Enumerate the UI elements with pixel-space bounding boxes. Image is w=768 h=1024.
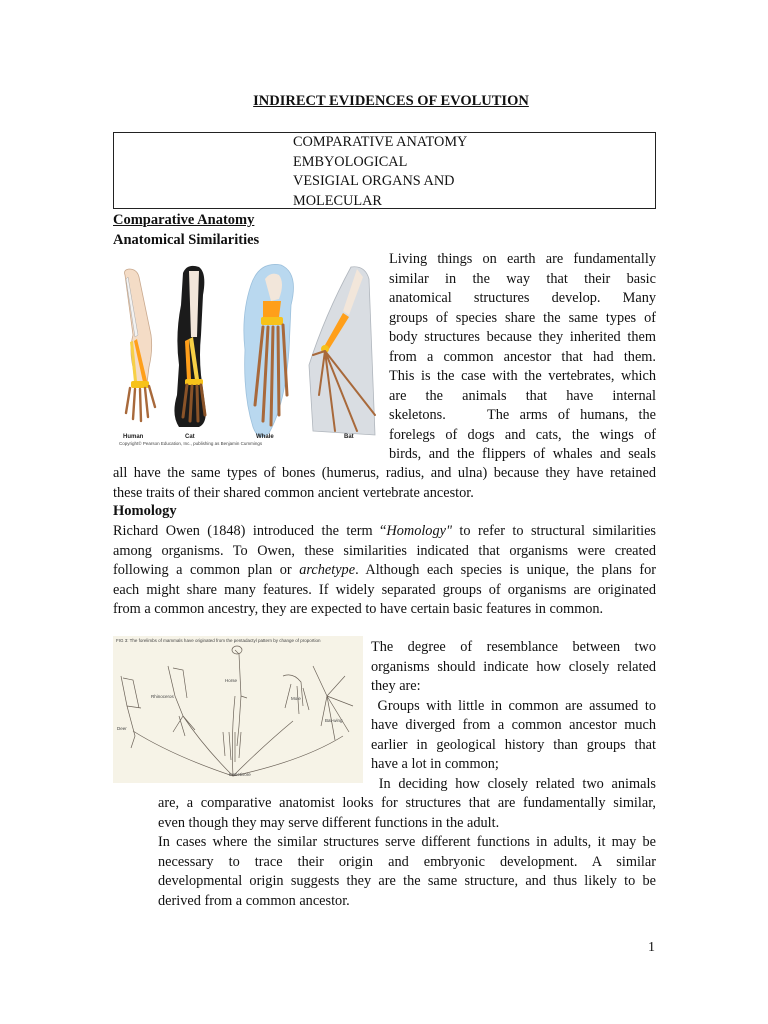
text-line: all have the same types of bones (humerus, radius, and ulna) because they have retained (113, 465, 656, 481)
figure-forelimb-homology (113, 255, 381, 448)
text-line: In cases where the similar structures serve different functions in adults, it may be (158, 834, 656, 850)
text-line: Richard Owen (1848) introduced the term “Homology" to refer to structural similarities (113, 523, 656, 539)
text-line: necessary to trace their origin and embryonic development. A similar (158, 853, 656, 870)
label-insectivore: Insectivore (229, 772, 251, 777)
text-line: among organisms. To Owen, these similarities indicated that organisms were created (113, 542, 656, 559)
text-line: forelegs of dogs and cats, the wings of (389, 426, 656, 443)
label-mole: Mole (291, 696, 301, 701)
paragraph-comparative-anatomist (158, 794, 656, 911)
label-deer: Deer (117, 726, 127, 731)
page-title: INDIRECT EVIDENCES OF EVOLUTION (253, 93, 529, 109)
text-line: organisms should indicate how closely related (371, 658, 656, 675)
paragraph-homology (113, 522, 656, 620)
text-line: each might share many features. If widely separated groups of organisms are originated (113, 581, 656, 598)
text-line: Living things on earth are fundamentally (389, 251, 656, 267)
text-line: developmental origin suggests they are the same structure, and thus likely to be (158, 873, 656, 889)
text-line: The degree of resemblance between two (371, 639, 656, 655)
text-line: This is the case with the vertebrates, which (389, 368, 656, 384)
label-whale: Whale (256, 434, 274, 440)
topic-item: COMPARATIVE ANATOMY (293, 134, 468, 150)
text-line: have diverged from a common ancestor much (371, 717, 656, 733)
text-line: even though they may serve different functions in the adult. (158, 814, 500, 831)
topic-item: MOLECULAR (293, 193, 382, 210)
label-rhinoceros: Rhinoceros (151, 694, 174, 699)
label-human: Human (123, 434, 144, 440)
section-heading-comparative-anatomy: Comparative Anatomy (113, 212, 255, 228)
text-line: are the animals that have internal (389, 387, 656, 404)
topic-item: VESIGIAL ORGANS AND (293, 173, 455, 190)
text-line: body structures because they inherited them (389, 329, 656, 345)
forelimb-illustration (113, 255, 381, 448)
label-bat-wing: Bat-wing (325, 718, 343, 723)
text-line: similar in the way that their basic (389, 270, 656, 287)
text-line: following a common plan or archetype. Although each species is unique, the plans for (113, 562, 657, 578)
paragraph-continued (113, 464, 656, 503)
text-line: birds, and the flippers of whales and seals (389, 446, 656, 462)
text-line: In deciding how closely related two animals (371, 775, 656, 792)
text-line: have a lot in common; (371, 756, 499, 772)
figure-pentadactyl-forelimbs (113, 636, 363, 783)
pentadactyl-illustration (113, 636, 363, 783)
label-bat: Bat (344, 434, 354, 440)
paragraph-anatomical-similarities (389, 250, 656, 465)
page-number: 1 (648, 940, 655, 955)
text-line: are, a comparative anatomist looks for structures that are fundamentally similar, (158, 795, 656, 811)
text-line: they are: (371, 678, 421, 694)
subheading-anatomical-similarities: Anatomical Similarities (113, 232, 260, 248)
text-line: groups of species share the same types of (389, 309, 656, 326)
paragraph-degree-of-resemblance (371, 638, 656, 794)
text-line: from a common ancestor that had them. (389, 348, 656, 365)
text-line: anatomical structures develop. Many (389, 290, 656, 306)
label-cat: Cat (185, 434, 195, 440)
text-line: these traits of their shared common ancient vertebrate ancestor. (113, 484, 474, 501)
topics-list (293, 133, 467, 212)
text-line: Groups with little in common are assumed to (371, 697, 656, 714)
figure-caption: FIG 3: The forelimbs of mammals have originated from the pentadactyl pattern by change of proportion (116, 638, 321, 643)
label-horse: Horse (225, 678, 238, 683)
heading-homology: Homology (113, 503, 177, 519)
topic-item: EMBYOLOGICAL (293, 153, 408, 170)
text-line: from a common ancestry, they are expected to have certain basic features in common. (113, 601, 604, 617)
figure-copyright: Copyright© Pearson Education, Inc., publishing as Benjamin Cummings (119, 441, 263, 446)
text-line: derived from a common ancestor. (158, 892, 350, 909)
text-line: skeletons. The arms of humans, the (389, 407, 656, 423)
text-line: earlier in geological history than groups that (371, 736, 656, 753)
